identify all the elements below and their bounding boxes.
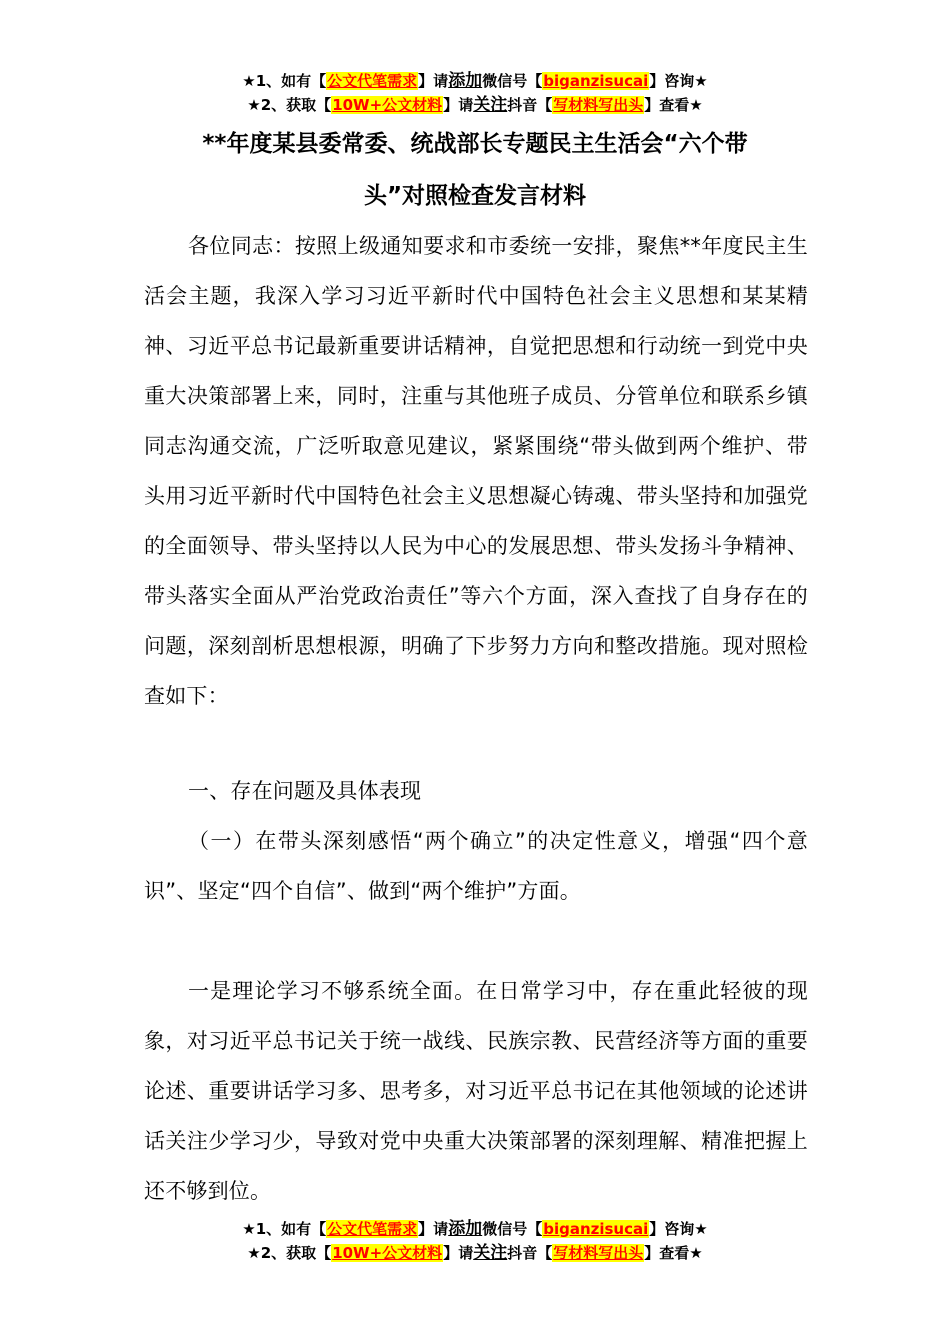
promo-text: 】查看★ (644, 1244, 703, 1262)
promo-text: 微信号【 (482, 72, 543, 90)
subsection-heading: （一）在带头深刻感悟“两个确立”的决定性意义，增强“四个意识”、坚定“四个自信”、做到“两个维护”方面。 (144, 829, 808, 903)
promo-highlight-materials: 10W+公文材料 (332, 96, 443, 114)
promo-text: 】请 (418, 1220, 449, 1238)
promo-text: 】请 (443, 1244, 474, 1262)
promo-highlight-service: 公文代笔需求 (327, 72, 418, 90)
promo-highlight-douyin-account: 写材料写出头 (553, 96, 644, 114)
promo-highlight-wechat-id: biganzisucai (543, 72, 649, 90)
section-heading-block (144, 766, 808, 816)
title-line-1: **年度某县委常委、统战部长专题民主生活会“六个带 (202, 131, 748, 157)
promo-text: ★1、如有【 (242, 72, 327, 90)
promo-emphasis: 添加 (448, 1219, 483, 1239)
promo-text: 抖音【 (507, 1244, 553, 1262)
promo-text: 微信号【 (482, 1220, 543, 1238)
intro-paragraph-block (144, 221, 808, 721)
point-paragraph: 一是理论学习不够系统全面。在日常学习中，存在重此轻彼的现象，对习近平总书记关于统一战线、民族宗教、民营经济等方面的重要论述、重要讲话学习多、思考多，对习近平总书记在其他领域的论述讲话关注少学习少，导致对党中央重大决策部署的深刻理解、精准把握上还不够到位。 (144, 979, 808, 1203)
promo-line-2 (0, 94, 950, 118)
promo-highlight-service: 公文代笔需求 (327, 1220, 418, 1238)
promo-highlight-douyin-account: 写材料写出头 (553, 1244, 644, 1262)
promo-text: 抖音【 (507, 96, 553, 114)
promo-text: 】咨询★ (649, 1220, 708, 1238)
promo-banner-bottom (0, 1218, 950, 1266)
promo-line-1 (0, 70, 950, 94)
promo-emphasis: 添加 (448, 71, 483, 91)
section-heading: 一、存在问题及具体表现 (188, 779, 422, 803)
promo-text: ★1、如有【 (242, 1220, 327, 1238)
promo-line-2 (0, 1242, 950, 1266)
promo-text: ★2、获取【 (247, 1244, 332, 1262)
title-line-2: 头”对照检查发言材料 (363, 183, 587, 209)
promo-text: 】请 (443, 96, 474, 114)
subsection-heading-block (144, 816, 808, 916)
promo-text: 】咨询★ (649, 72, 708, 90)
promo-text: ★2、获取【 (247, 96, 332, 114)
promo-highlight-wechat-id: biganzisucai (543, 1220, 649, 1238)
promo-emphasis: 关注 (473, 95, 508, 115)
promo-text: 】请 (418, 72, 449, 90)
document-title (150, 118, 800, 222)
point-paragraph-block (144, 966, 808, 1216)
promo-banner-top (0, 70, 950, 118)
promo-emphasis: 关注 (473, 1243, 508, 1263)
promo-highlight-materials: 10W+公文材料 (332, 1244, 443, 1262)
promo-line-1 (0, 1218, 950, 1242)
promo-text: 】查看★ (644, 96, 703, 114)
intro-paragraph: 各位同志：按照上级通知要求和市委统一安排，聚焦**年度民主生活会主题，我深入学习习近平新时代中国特色社会主义思想和某某精神、习近平总书记最新重要讲话精神，自觉把思想和行动统一到党中央重大决策部署上来，同时，注重与其他班子成员、分管单位和联系乡镇同志沟通交流，广泛听取意见建议，紧紧围绕“带头做到两个维护、带头用习近平新时代中国特色社会主义思想凝心铸魂、带头坚持和加强党的全面领导、带头坚持以人民为中心的发展思想、带头发扬斗争精神、带头落实全面从严治党政治责任”等六个方面，深入查找了自身存在的问题，深刻剖析思想根源，明确了下步努力方向和整改措施。现对照检查如下： (144, 234, 808, 708)
